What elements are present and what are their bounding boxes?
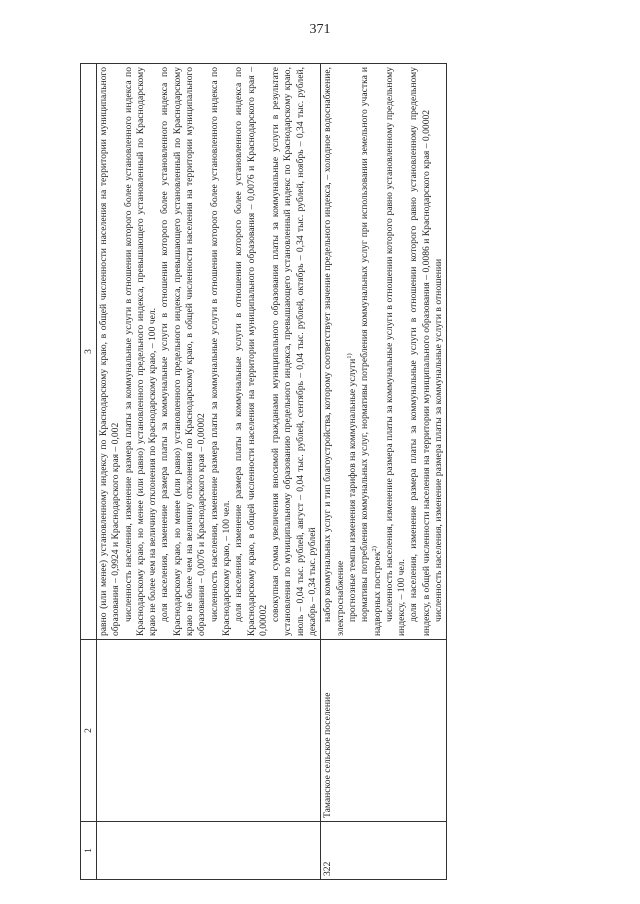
paragraph: численность населения, изменение размера платы за коммунальные услуги в отношении [433, 258, 445, 622]
paragraph: численность населения, изменение размера платы за коммунальные услуги в отношении которого более установленного индекса по Краснодарскому краю, но менее (или равно) установленного предельного индекса, превышающего установленный по Краснодарскому краю не более чем на величину отклонения по Краснодарскому краю, – 100 чел. [122, 67, 159, 636]
row-number: 322 [321, 822, 447, 880]
paragraph: доля населения, изменение размера платы за коммунальные услуги в отношении которого более установленного индекса по Краснодарскому краю, но менее (или равно) установленного предельного индекса, превышающего установленный по Краснодарскому краю не более чем на величину отклонения по Краснодарскому краю, в общей численности населения на территории муниципального образования – 0,0076 и Краснодарского края – 0,00002 [159, 67, 208, 636]
paragraph: доля населения, изменение размера платы за коммунальные услуги в отношении которого равно установленному предельному индексу, в общей численности населения на территории муниципального образования – 0,0086 и Краснодарского края – 0,00002 [408, 67, 432, 636]
continued-text-cell [97, 64, 321, 640]
table-header-row [81, 64, 97, 880]
landscape-table [80, 63, 447, 880]
footnote-ref: 2) [370, 546, 378, 552]
paragraph: численность населения, изменение размера платы за коммунальные услуги в отношении которого равно установленному предельному индексу, – 100 чел. [383, 67, 408, 636]
paragraph [347, 67, 359, 636]
paragraph [359, 67, 384, 636]
paragraph: совокупная сумма увеличения вносимой гражданами муниципального образования платы за коммунальные услуги в результате установления по муниципальному образованию предельного индекса, превышающего установленный индекс по Краснодарскому краю, июль – 0,04 тыс. рублей, август – 0,04 тыс. рублей, сентябрь – 0,04 тыс. рублей, октябрь – 0,34 тыс. рублей, ноябрь – 0,34 тыс. рублей, декабрь – 0,34 тыс. рублей [270, 67, 319, 636]
paragraph: доля населения, изменение размера платы за коммунальные услуги в отношении которого более установленного индекса по Краснодарскому краю, в общей численности населения на территории муниципального образования – 0,0076 и Краснодарского края – 0,00002 [233, 67, 269, 636]
header-col-1: 1 [81, 822, 97, 880]
paragraph: численность населения, изменение размера платы за коммунальные услуги в отношении которого более установленного индекса по Краснодарскому краю, – 100 чел. [208, 67, 232, 636]
continued-name-cell [97, 640, 321, 822]
page-number: 371 [309, 22, 331, 37]
paragraph: равно (или менее) установленному индексу по Краснодарскому краю, в общей численности населения на территории муниципального образования – 0,9924 и Краснодарского края – 0,002 [98, 67, 122, 636]
footnote-ref: 1) [345, 353, 353, 359]
row-322-text [321, 64, 447, 640]
paragraph-text: нормативы потребления коммунальных услуг, нормативы потребления коммунальных услуг при использовании земельного участка и надворных построек [359, 67, 383, 636]
table-row-322 [321, 64, 447, 880]
table-row-continued [97, 64, 321, 880]
header-col-2: 2 [81, 640, 97, 822]
header-col-3: 3 [81, 64, 97, 640]
rotated-table-area [80, 64, 640, 880]
municipality-name: Таманское сельское поселение [321, 640, 447, 822]
paragraph-text: прогнозные темпы изменения тарифов на коммунальные услуги [346, 358, 358, 622]
continued-num-cell [97, 822, 321, 880]
paragraph: набор коммунальных услуг и тип благоустройства, которому соответствует значение предельного индекса, – холодное водоснабжение, электроснабжение [322, 67, 346, 636]
